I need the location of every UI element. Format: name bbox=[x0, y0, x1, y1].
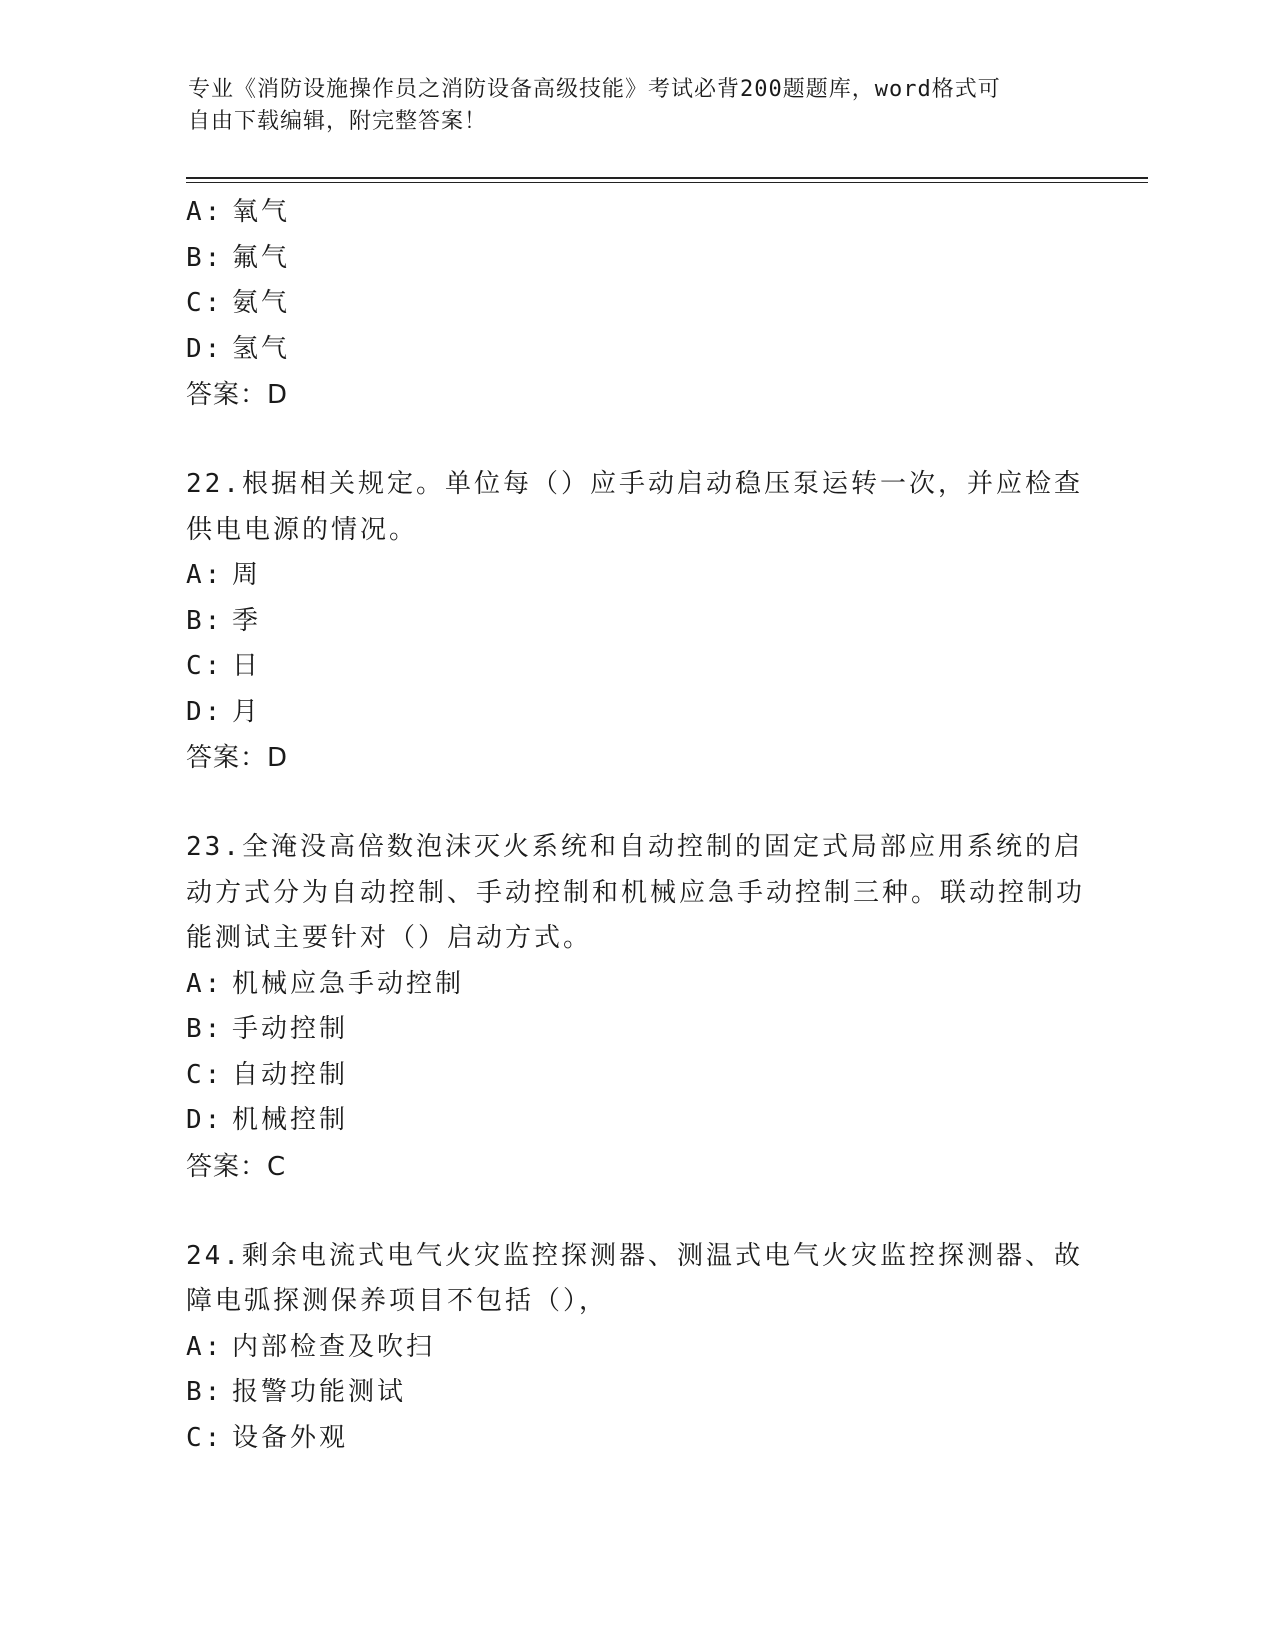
question-text: 22.根据相关规定。单位每（）应手动启动稳压泵运转一次，并应检查供电电源的情况。 bbox=[186, 469, 1083, 545]
answer: 答案：D bbox=[186, 380, 289, 410]
option-a: A: 内部检查及吹扫 bbox=[186, 1331, 436, 1362]
question-block bbox=[186, 1234, 1086, 1462]
header-line-2: 自由下载编辑，附完整答案！ bbox=[188, 109, 488, 134]
option-b: B: 手动控制 bbox=[186, 1014, 349, 1044]
option-b: B: 报警功能测试 bbox=[186, 1377, 407, 1407]
option-c: C: 氨气 bbox=[186, 288, 291, 318]
option-a: A: 周 bbox=[186, 560, 262, 590]
option-d: D: 月 bbox=[186, 696, 262, 727]
question-block bbox=[186, 462, 1086, 781]
option-c: C: 日 bbox=[186, 651, 262, 681]
option-b: B: 氟气 bbox=[186, 242, 291, 273]
question-text: 23.全淹没高倍数泡沫灭火系统和自动控制的固定式局部应用系统的启动方式分为自动控制、手动控制和机械应急手动控制三种。联动控制功能测试主要针对（）启动方式。 bbox=[186, 832, 1086, 953]
question-block bbox=[186, 190, 1086, 418]
answer: 答案：D bbox=[186, 743, 289, 773]
header-line-1: 专业《消防设施操作员之消防设备高级技能》考试必背200题题库，word格式可 bbox=[188, 77, 1001, 102]
option-d: D: 机械控制 bbox=[186, 1105, 349, 1135]
question-block bbox=[186, 825, 1086, 1190]
option-c: C: 设备外观 bbox=[186, 1422, 349, 1453]
option-c: C: 自动控制 bbox=[186, 1059, 349, 1090]
option-d: D: 氢气 bbox=[186, 333, 291, 364]
question-text: 24.剩余电流式电气火灾监控探测器、测温式电气火灾监控探测器、故障电弧探测保养项目不包括（）， bbox=[186, 1240, 1083, 1316]
document-header bbox=[188, 74, 1068, 138]
option-b: B: 季 bbox=[186, 605, 262, 636]
header-divider bbox=[186, 177, 1148, 183]
question-list bbox=[186, 190, 1086, 1461]
answer: 答案：C bbox=[186, 1151, 287, 1182]
option-a: A: 机械应急手动控制 bbox=[186, 968, 465, 999]
option-a: A: 氧气 bbox=[186, 197, 291, 227]
